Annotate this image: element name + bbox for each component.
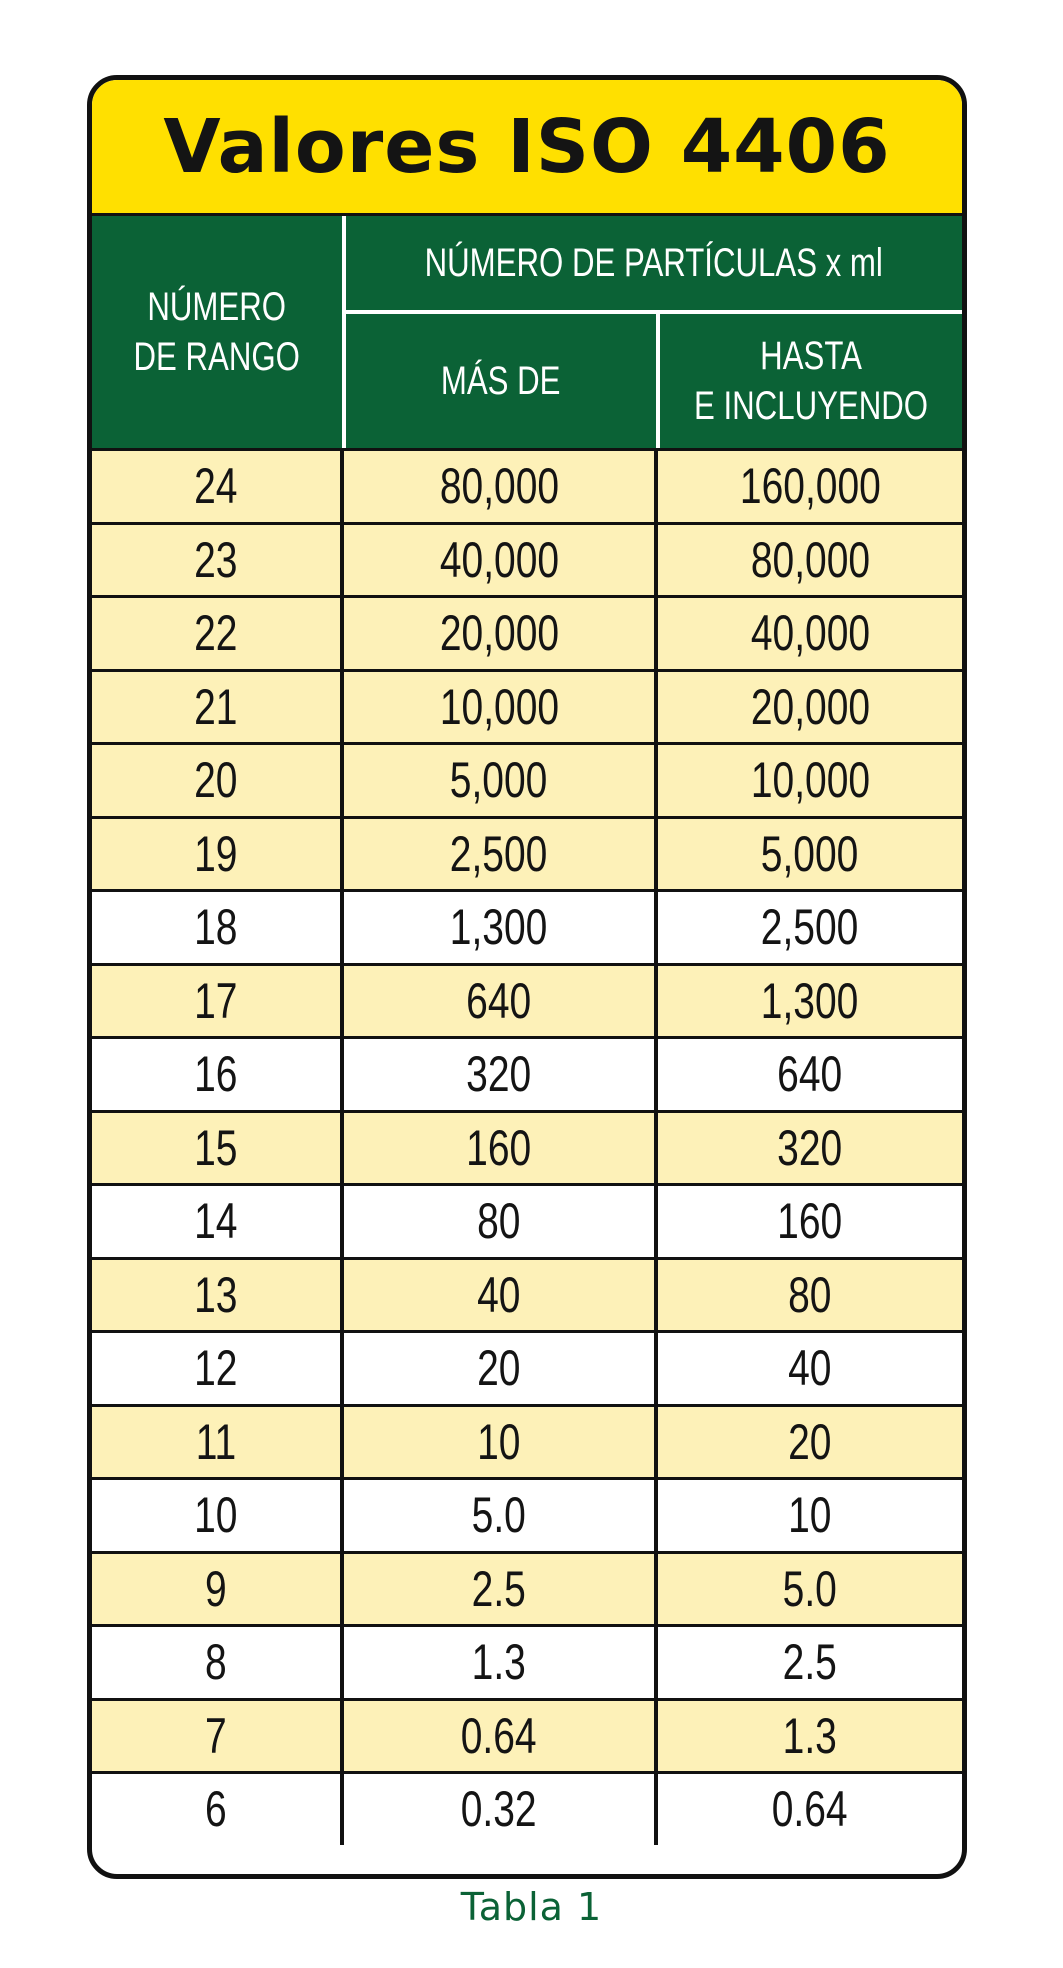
more-than-cell: [344, 892, 658, 963]
table-row: [92, 448, 962, 522]
range-cell-value: 8: [205, 1634, 227, 1691]
more-than-cell-value: 5,000: [450, 752, 548, 809]
more-than-cell: [344, 1774, 658, 1845]
table-row: [92, 1698, 962, 1772]
up-to-cell-value: 5.0: [782, 1560, 838, 1617]
more-than-cell: [344, 1480, 658, 1551]
up-to-cell: [658, 745, 962, 816]
range-cell-value: 18: [194, 899, 238, 956]
up-to-cell-value: 5,000: [761, 825, 859, 882]
more-than-cell: [344, 1333, 658, 1404]
range-cell: [92, 1333, 344, 1404]
more-than-cell: [344, 672, 658, 743]
up-to-cell: [658, 598, 962, 669]
more-than-cell: [344, 525, 658, 596]
range-cell: [92, 598, 344, 669]
up-to-cell: [658, 672, 962, 743]
range-cell: [92, 966, 344, 1037]
more-than-cell: [344, 598, 658, 669]
up-to-cell-value: 640: [777, 1046, 843, 1103]
more-than-cell-value: 10,000: [439, 678, 559, 735]
more-than-cell: [344, 1039, 658, 1110]
table-row: [92, 1551, 962, 1625]
more-than-cell-value: 2.5: [471, 1560, 527, 1617]
range-cell: [92, 745, 344, 816]
header-divider-horizontal: [346, 310, 962, 314]
table-row: [92, 742, 962, 816]
up-to-cell: [658, 1774, 962, 1845]
range-cell: [92, 1627, 344, 1698]
up-to-cell: [658, 1039, 962, 1110]
range-cell: [92, 1480, 344, 1551]
header-range-number: [92, 216, 342, 448]
up-to-cell-value: 2,500: [761, 899, 859, 956]
up-to-cell-value: 10,000: [750, 752, 870, 809]
more-than-cell-value: 40,000: [439, 531, 559, 588]
up-to-cell: [658, 1333, 962, 1404]
range-cell-value: 14: [194, 1193, 238, 1250]
header-particles-per-ml-label: NÚMERO DE PARTÍCULAS x ml: [424, 241, 884, 285]
up-to-cell: [658, 1554, 962, 1625]
more-than-cell-value: 1,300: [450, 899, 548, 956]
up-to-cell: [658, 1480, 962, 1551]
range-cell: [92, 892, 344, 963]
up-to-cell: [658, 1701, 962, 1772]
more-than-cell-value: 160: [466, 1119, 532, 1176]
header-more-than-label: MÁS DE: [441, 359, 561, 403]
more-than-cell-value: 640: [466, 972, 532, 1029]
table-row: [92, 1330, 962, 1404]
range-cell: [92, 451, 344, 522]
range-cell: [92, 672, 344, 743]
table-caption: Tabla 1: [460, 1885, 603, 1929]
iso-4406-table: [87, 75, 967, 1879]
range-cell-value: 6: [205, 1781, 227, 1838]
up-to-cell-value: 20,000: [750, 678, 870, 735]
table-row: [92, 1183, 962, 1257]
range-cell: [92, 525, 344, 596]
more-than-cell-value: 320: [466, 1046, 532, 1103]
table-row: [92, 669, 962, 743]
up-to-cell-value: 0.64: [772, 1781, 848, 1838]
header-particles-per-ml: [346, 216, 962, 310]
header-up-to-including-label: HASTA E INCLUYENDO: [693, 334, 929, 428]
range-cell-value: 9: [205, 1560, 227, 1617]
up-to-cell-value: 1,300: [761, 972, 859, 1029]
more-than-cell-value: 2,500: [450, 825, 548, 882]
up-to-cell-value: 320: [777, 1119, 843, 1176]
table-row: [92, 1404, 962, 1478]
up-to-cell-value: 160,000: [739, 458, 881, 515]
header-range-number-label: NÚMERO DE RANGO: [133, 285, 301, 379]
up-to-cell: [658, 819, 962, 890]
up-to-cell: [658, 1407, 962, 1478]
range-cell-value: 22: [194, 605, 238, 662]
range-cell: [92, 819, 344, 890]
up-to-cell-value: 10: [788, 1487, 832, 1544]
more-than-cell: [344, 819, 658, 890]
more-than-cell-value: 80: [477, 1193, 521, 1250]
more-than-cell-value: 20,000: [439, 605, 559, 662]
more-than-cell-value: 1.3: [471, 1634, 527, 1691]
table-row: [92, 1257, 962, 1331]
header-divider-vertical: [342, 216, 346, 448]
table-body: [92, 448, 962, 1845]
more-than-cell-value: 0.64: [461, 1707, 537, 1764]
range-cell: [92, 1701, 344, 1772]
table-title: Valores ISO 4406: [163, 103, 891, 190]
more-than-cell: [344, 1701, 658, 1772]
up-to-cell: [658, 1627, 962, 1698]
table-row: [92, 522, 962, 596]
more-than-cell: [344, 1407, 658, 1478]
up-to-cell: [658, 525, 962, 596]
title-bar: [92, 80, 962, 216]
range-cell: [92, 1260, 344, 1331]
up-to-cell: [658, 451, 962, 522]
range-cell-value: 21: [194, 678, 238, 735]
up-to-cell: [658, 1186, 962, 1257]
up-to-cell-value: 160: [777, 1193, 843, 1250]
range-cell-value: 24: [194, 458, 238, 515]
up-to-cell: [658, 892, 962, 963]
header-up-to-including: [660, 314, 962, 448]
header-more-than: [346, 314, 656, 448]
range-cell: [92, 1407, 344, 1478]
header-divider-subcolumn: [656, 314, 660, 448]
range-cell-value: 15: [194, 1119, 238, 1176]
more-than-cell: [344, 451, 658, 522]
range-cell-value: 7: [205, 1707, 227, 1764]
up-to-cell-value: 80,000: [750, 531, 870, 588]
more-than-cell: [344, 1113, 658, 1184]
up-to-cell: [658, 1113, 962, 1184]
range-cell: [92, 1186, 344, 1257]
range-cell-value: 16: [194, 1046, 238, 1103]
range-cell: [92, 1039, 344, 1110]
more-than-cell: [344, 1186, 658, 1257]
up-to-cell: [658, 1260, 962, 1331]
range-cell-value: 17: [194, 972, 238, 1029]
table-row: [92, 1771, 962, 1845]
table-header: [92, 216, 962, 448]
table-row: [92, 1036, 962, 1110]
table-row: [92, 889, 962, 963]
table-row: [92, 1624, 962, 1698]
table-row: [92, 963, 962, 1037]
range-cell: [92, 1113, 344, 1184]
up-to-cell-value: 20: [788, 1413, 832, 1470]
more-than-cell-value: 20: [477, 1340, 521, 1397]
more-than-cell-value: 10: [477, 1413, 521, 1470]
range-cell-value: 23: [194, 531, 238, 588]
range-cell: [92, 1774, 344, 1845]
up-to-cell-value: 40,000: [750, 605, 870, 662]
range-cell-value: 10: [194, 1487, 238, 1544]
more-than-cell-value: 5.0: [471, 1487, 527, 1544]
range-cell-value: 12: [194, 1340, 238, 1397]
table-row: [92, 1110, 962, 1184]
up-to-cell-value: 40: [788, 1340, 832, 1397]
range-cell: [92, 1554, 344, 1625]
range-cell-value: 19: [194, 825, 238, 882]
up-to-cell-value: 2.5: [782, 1634, 838, 1691]
up-to-cell-value: 80: [788, 1266, 832, 1323]
range-cell-value: 11: [195, 1413, 237, 1470]
more-than-cell-value: 0.32: [461, 1781, 537, 1838]
table-row: [92, 816, 962, 890]
more-than-cell: [344, 1260, 658, 1331]
up-to-cell-value: 1.3: [782, 1707, 838, 1764]
more-than-cell: [344, 1554, 658, 1625]
table-row: [92, 1477, 962, 1551]
more-than-cell-value: 40: [477, 1266, 521, 1323]
up-to-cell: [658, 966, 962, 1037]
range-cell-value: 20: [194, 752, 238, 809]
range-cell-value: 13: [194, 1266, 238, 1323]
more-than-cell-value: 80,000: [439, 458, 559, 515]
more-than-cell: [344, 1627, 658, 1698]
more-than-cell: [344, 966, 658, 1037]
table-row: [92, 595, 962, 669]
more-than-cell: [344, 745, 658, 816]
